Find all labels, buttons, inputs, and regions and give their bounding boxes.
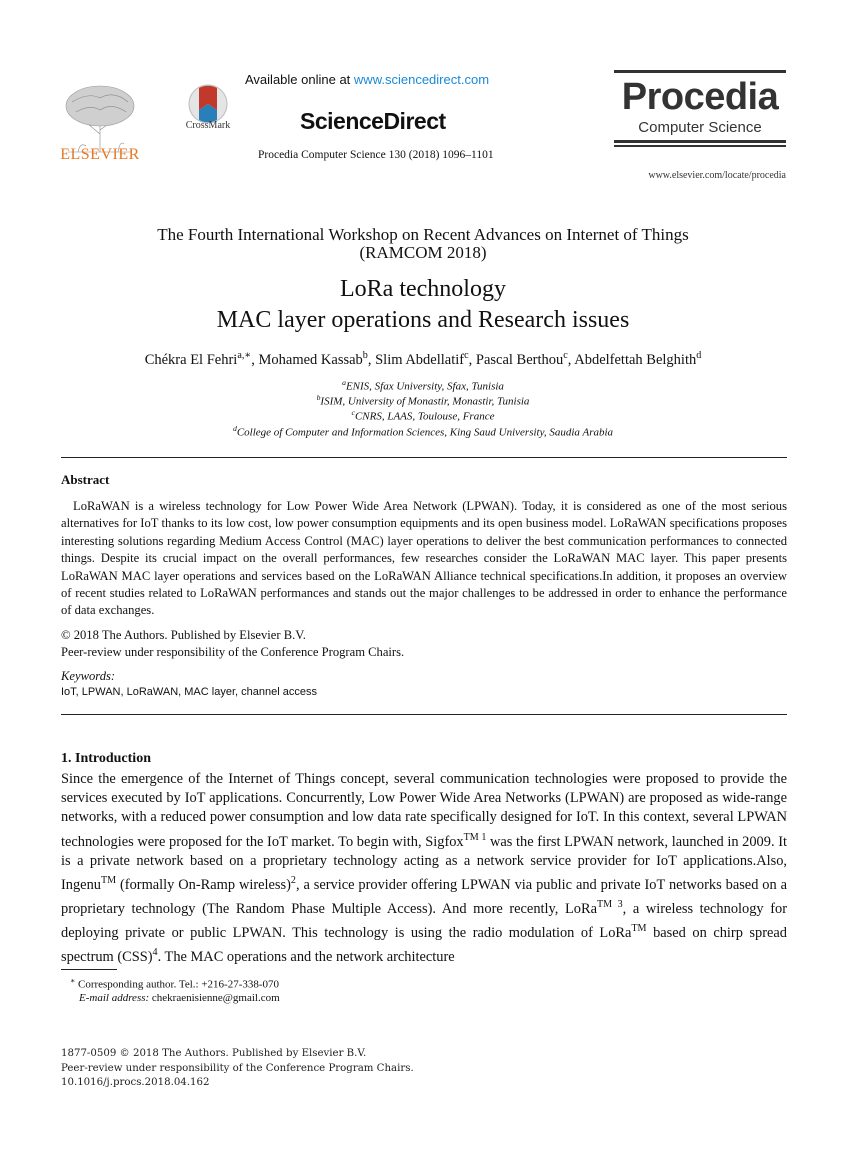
intro-text-run: based on chirp spread spectrum (CSS) [61,924,787,965]
introduction-body [61,770,787,967]
email-label: E-mail address: [79,992,150,1004]
author-affiliation-mark: d [696,350,702,361]
procedia-logo [614,70,786,149]
intro-text-run: , a service provider offering LPWAN via public and private IoT networks based on a proprietary technology (The Random Phase Multiple Access). And more recently, LoRa [61,876,787,917]
affiliation-mark: c [351,408,355,417]
abstract-heading: Abstract [61,472,110,487]
author-affiliation-mark: b [362,350,368,361]
sciencedirect-logo: ScienceDirect [300,108,446,134]
affiliation-mark: d [232,424,237,433]
email-footnote [79,992,280,1004]
abstract-body: LoRaWAN is a wireless technology for Low Power Wide Area Network (LPWAN). Today, it is considered as one of the most serious alternatives for IoT thanks to its low cost, low power consumption equipments and its open business model. LoRaWAN specifications proposes interesting solutions regarding Medium Access Control (MAC) layer operations to deliver the best communication performances to connected things. Despite its crucial impact on the overall performances, few researches consider the LoRaWAN MAC layer. This paper presents LoRaWAN MAC layer operations and services based on the LoRaWAN Alliance technical specifications.In addition, it proposes an overview of recent studies related to LoRaWAN performances and stands out the major challenges to be addressed in order to enhance the performance of data exchanges. [61,499,787,618]
author-affiliation-mark: c [563,350,568,361]
abstract-copyright [61,627,404,661]
author-name: Abdelfettah Belghith [574,351,697,368]
logo-rule [614,140,786,143]
journal-url-link[interactable]: www.elsevier.com/locate/procedia [648,170,786,181]
conference-line-2: (RAMCOM 2018) [359,243,487,262]
author-affiliation-mark: a,∗ [237,350,252,361]
affiliation-text: ENIS, Sfax University, Sfax, Tunisia [345,380,504,393]
intro-text-run: (formally On-Ramp wireless) [116,876,291,893]
intro-text-run: Since the emergence of the Internet of Things concept, several communication technologies were proposed to provide the services executed by IoT applications. Concurrently, Low Power Wide Area Networks (LPWAN) are proposed as wide-range networks, with a reduced power consumption and low data rate specifically designed for IoT. In this context, several LPWAN technologies were proposed for the IoT market. To begin with, Sigfox [61,771,787,850]
conference-name [0,226,846,262]
footnote-star: ∗ [70,976,76,985]
page-footer [61,1047,414,1091]
logo-rule [614,145,786,147]
author-name: Pascal Berthou [475,351,564,368]
footnote-mark: 2 [290,874,296,886]
footnote-rule [61,969,117,970]
trademark-mark: TM [100,874,117,886]
logo-rule [614,70,786,73]
sciencedirect-link[interactable]: www.sciencedirect.com [353,72,490,87]
author-list: Chékra El Fehri$^{a,∗}$, Mohamed Kassab$^b$, Slim Abdellatif$^c$, Pascal Berthou$^c$, Abdelfettah Belghith$^d$ [144,350,702,368]
author-name: Mohamed Kassab [258,351,363,368]
affiliation-text: ISIM, University of Monastir, Monastir, Tunisia [320,395,530,408]
corresponding-author-footnote [70,976,279,991]
affiliation [0,378,846,393]
keywords-list: IoT, LPWAN, LoRaWAN, MAC layer, channel access [61,686,317,698]
trademark-mark: TM [631,922,647,934]
footer-doi[interactable]: 10.1016/j.procs.2018.04.162 [61,1077,210,1088]
affiliation [0,393,846,408]
procedia-title: Procedia [621,76,779,118]
procedia-subtitle: Computer Science [638,119,762,136]
journal-reference: Procedia Computer Science 130 (2018) 1096–1101 [258,149,494,161]
email-address[interactable]: chekraenisienne@gmail.com [151,992,280,1004]
footer-peer-review: Peer-review under responsibility of the Conference Program Chairs. [61,1062,414,1074]
author-name: Slim Abdellatif [375,351,465,368]
section-rule [61,714,787,715]
footnote-mark: 4 [152,946,158,958]
elsevier-wordmark: ELSEVIER [60,146,140,163]
available-prefix: Available online at [245,72,351,87]
peer-review-line: Peer-review under responsibility of the Conference Program Chairs. [61,645,405,659]
conference-line-1: The Fourth International Workshop on Recent Advances on Internet of Things [157,225,689,244]
affiliation [0,408,846,423]
author-affiliation-mark: c [464,350,469,361]
paper-title-line-2: MAC layer operations and Research issues [216,307,630,333]
intro-text-run: , a wireless technology for deploying private or public LPWAN. This technology is using the radio modulation of LoRa [61,900,787,941]
corresponding-author-text: Corresponding author. Tel.: +216-27-338-070 [77,978,280,991]
introduction-heading: 1. Introduction [61,751,151,766]
section-rule [61,457,787,458]
affiliation-mark: b [316,393,321,402]
affiliation-mark: a [342,378,346,387]
available-online [245,72,545,87]
affiliation-text: CNRS, LAAS, Toulouse, France [354,410,495,423]
paper-title-line-1: LoRa technology [340,276,506,302]
affiliation-text: College of Computer and Information Sciences, King Saud University, Saudia Arabia [236,426,614,439]
author-name: Chékra El Fehri [144,351,238,368]
intro-text-run: was the first LPWAN network, launched in 2009. It is a private network based on a proprietary technology acting as a network service provider for IoT applications.Also, Ingenu [61,833,787,893]
affiliation [0,424,846,439]
trademark-footnote-mark: TM 3 [596,898,623,910]
intro-text-run: . The MAC operations and the network architecture [157,948,455,965]
copyright-line: © 2018 The Authors. Published by Elsevier B.V. [61,628,306,642]
trademark-footnote-mark: TM 1 [463,831,487,843]
footer-issn: 1877-0509 © 2018 The Authors. Published by Elsevier B.V. [61,1048,367,1059]
crossmark-label: CrossMark [185,120,231,131]
keywords-heading: Keywords: [61,669,116,683]
